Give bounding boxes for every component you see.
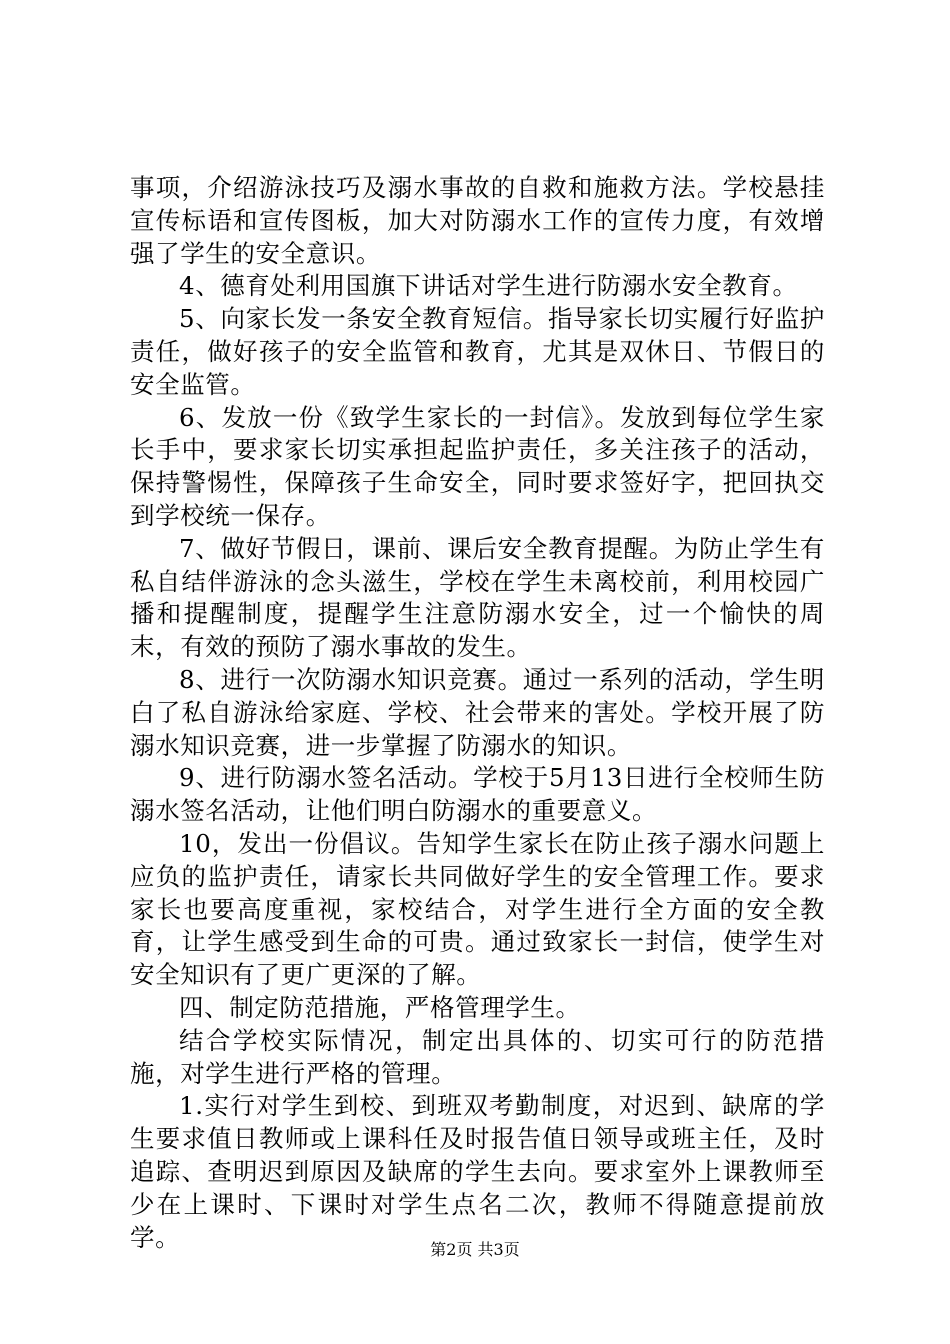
- paragraph: 5、向家长发一条安全教育短信。指导家长切实履行好监护责任，做好孩子的安全监管和教育，尤其是双休日、节假日的安全监管。: [130, 304, 825, 399]
- paragraph: 8、进行一次防溺水知识竞赛。通过一系列的活动，学生明白了私自游泳给家庭、学校、社会带来的害处。学校开展了防溺水知识竞赛，进一步掌握了防溺水的知识。: [130, 664, 825, 760]
- paragraph: 结合学校实际情况，制定出具体的、切实可行的防范措施，对学生进行严格的管理。: [130, 1025, 825, 1088]
- paragraph: 7、做好节假日，课前、课后安全教育提醒。为防止学生有私自结伴游泳的念头滋生，学校在学生未离校前，利用校园广播和提醒制度，提醒学生注意防溺水安全，过一个愉快的周末，有效的预防了溺水事故的发生。: [130, 533, 825, 662]
- page-number-footer: 第2页 共3页: [430, 1240, 520, 1259]
- paragraph: 1.实行对学生到校、到班双考勤制度，对迟到、缺席的学生要求值日教师或上课科任及时报告值日领导或班主任，及时追踪、查明迟到原因及缺席的学生去向。要求室外上课教师至少在上课时、下课时对学生点名二次，教师不得随意提前放学。: [130, 1091, 825, 1252]
- section-heading: 四、制定防范措施，严格管理学生。: [179, 992, 581, 1022]
- paragraph: 4、德育处利用国旗下讲话对学生进行防溺水安全教育。: [179, 271, 798, 301]
- paragraph: 6、发放一份《致学生家长的一封信》。发放到每位学生家长手中，要求家长切实承担起监护责任，多关注孩子的活动，保持警惕性，保障孩子生命安全，同时要求签好字，把回执交到学校统一保存。: [130, 402, 825, 530]
- paragraph: 事项，介绍游泳技巧及溺水事故的自救和施救方法。学校悬挂宣传标语和宣传图板，加大对防溺水工作的宣传力度，有效增强了学生的安全意识。: [130, 173, 825, 268]
- document-body: [130, 172, 825, 1254]
- paragraph: 9、进行防溺水签名活动。学校于5月13日进行全校师生防溺水签名活动，让他们明白防溺水的重要意义。: [130, 763, 825, 826]
- paragraph: 10，发出一份倡议。告知学生家长在防止孩子溺水问题上应负的监护责任，请家长共同做好学生的安全管理工作。要求家长也要高度重视，家校结合，对学生进行全方面的安全教育，让学生感受到生命的可贵。通过致家长一封信，使学生对安全知识有了更广更深的了解。: [130, 828, 825, 990]
